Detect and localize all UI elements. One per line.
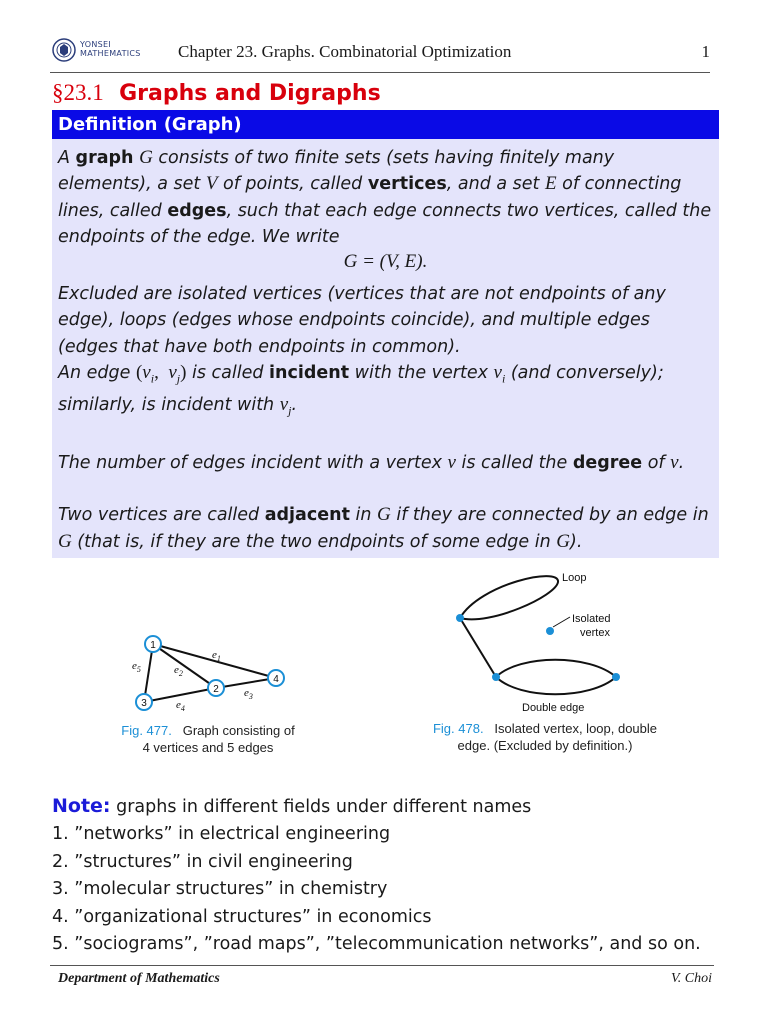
definition-paragraph-4: The number of edges incident with a vertex v is called the degree of v. <box>58 452 685 474</box>
definition-body <box>52 139 719 555</box>
definition-paragraph-2: Excluded are isolated vertices (vertices that are not endpoints of any edge), loops (edges whose endpoints coincide), and multiple edges (edges that have both endpoints in common). <box>58 284 666 357</box>
label-vertex: vertex <box>580 627 610 639</box>
university-seal-icon <box>52 38 76 62</box>
note-label: Note: <box>52 795 111 817</box>
vertex-double-a <box>492 673 500 681</box>
footer-department: Department of Mathematics <box>58 971 220 986</box>
figure-477-caption: Fig. 477. Graph consisting of 4 vertices and 5 edges <box>121 723 295 755</box>
logo-line1: YONSEI <box>80 40 112 49</box>
graph-diagram <box>108 628 308 718</box>
figure-477-number: Fig. 477. <box>121 723 172 738</box>
double-edge-lower <box>496 677 616 694</box>
page-footer <box>50 965 714 986</box>
label-double-edge: Double edge <box>522 702 585 714</box>
section-name: Graphs and Digraphs <box>119 81 381 106</box>
vertex-label-2: 2 <box>213 684 219 695</box>
list-item: 3. ”molecular structures” in chemistry <box>52 879 388 900</box>
edge-label-e1: $e_1$ <box>212 649 221 663</box>
label-isolated: Isolated <box>572 613 611 625</box>
section-title <box>52 80 381 106</box>
definition-heading: Definition (Graph) <box>52 110 719 139</box>
edge-label-e4: $e_4$ <box>176 699 185 713</box>
logo-line2: MATHEMATICS <box>80 49 141 58</box>
figure-478-caption: Fig. 478. Isolated vertex, loop, double edge. (Excluded by definition.) <box>432 721 658 753</box>
logo-text <box>80 40 141 58</box>
graph-equation: G = (V, E). <box>343 250 428 272</box>
excluded-structures-diagram <box>410 566 680 716</box>
vertex-label-3: 3 <box>141 698 147 709</box>
list-item: 4. ”organizational structures” in economics <box>52 906 432 927</box>
list-item: 1. ”networks” in electrical engineering <box>52 824 391 845</box>
label-loop: Loop <box>562 572 587 584</box>
chapter-title: Chapter 23. Graphs. Combinatorial Optimization <box>178 42 512 61</box>
vertex-label-4: 4 <box>273 674 279 685</box>
simple-edge <box>460 618 496 677</box>
definition-box <box>52 110 719 558</box>
note-intro: graphs in different fields under different names <box>110 797 532 817</box>
page-number: 1 <box>701 42 710 61</box>
section-number: §23.1 <box>52 80 104 105</box>
list-item: 5. ”sociograms”, ”road maps”, ”telecommunication networks”, and so on. <box>52 934 701 955</box>
edge-label-e3: $e_3$ <box>244 687 253 701</box>
loop-edge <box>460 576 558 619</box>
isolated-vertex <box>546 627 554 635</box>
definition-paragraph-3: An edge ($v_i$, $v_j$) is called incident with the vertex $v_i$ (and conversely); similarly, is incident with $v_j$. <box>58 362 664 418</box>
edge-label-e5: $e_5$ <box>132 660 141 674</box>
page-header <box>50 38 710 73</box>
edge-e2 <box>153 644 216 688</box>
list-item: 2. ”structures” in civil engineering <box>52 851 353 872</box>
note-section <box>52 793 701 958</box>
vertex-loop <box>456 614 464 622</box>
vertex-label-1: 1 <box>150 640 156 651</box>
edge-label-e2: $e_2$ <box>174 664 183 678</box>
figure-478 <box>410 566 680 766</box>
definition-paragraph-1: A graph G consists of two finite sets (sets having finitely many elements), a set V of points, called vertices, and a set E of connecting lines, called edges, such that each edge connects two vertices, called the endpoints of the edge. We write <box>58 147 712 248</box>
vertex-double-b <box>612 673 620 681</box>
footer-author: V. Choi <box>671 971 712 986</box>
definition-paragraph-5: Two vertices are called adjacent in G if they are connected by an edge in G (that is, if they are the two endpoints of some edge in G). <box>58 504 709 552</box>
figure-478-number: Fig. 478. <box>432 721 484 736</box>
double-edge-upper <box>496 660 616 677</box>
figure-477 <box>108 628 308 758</box>
